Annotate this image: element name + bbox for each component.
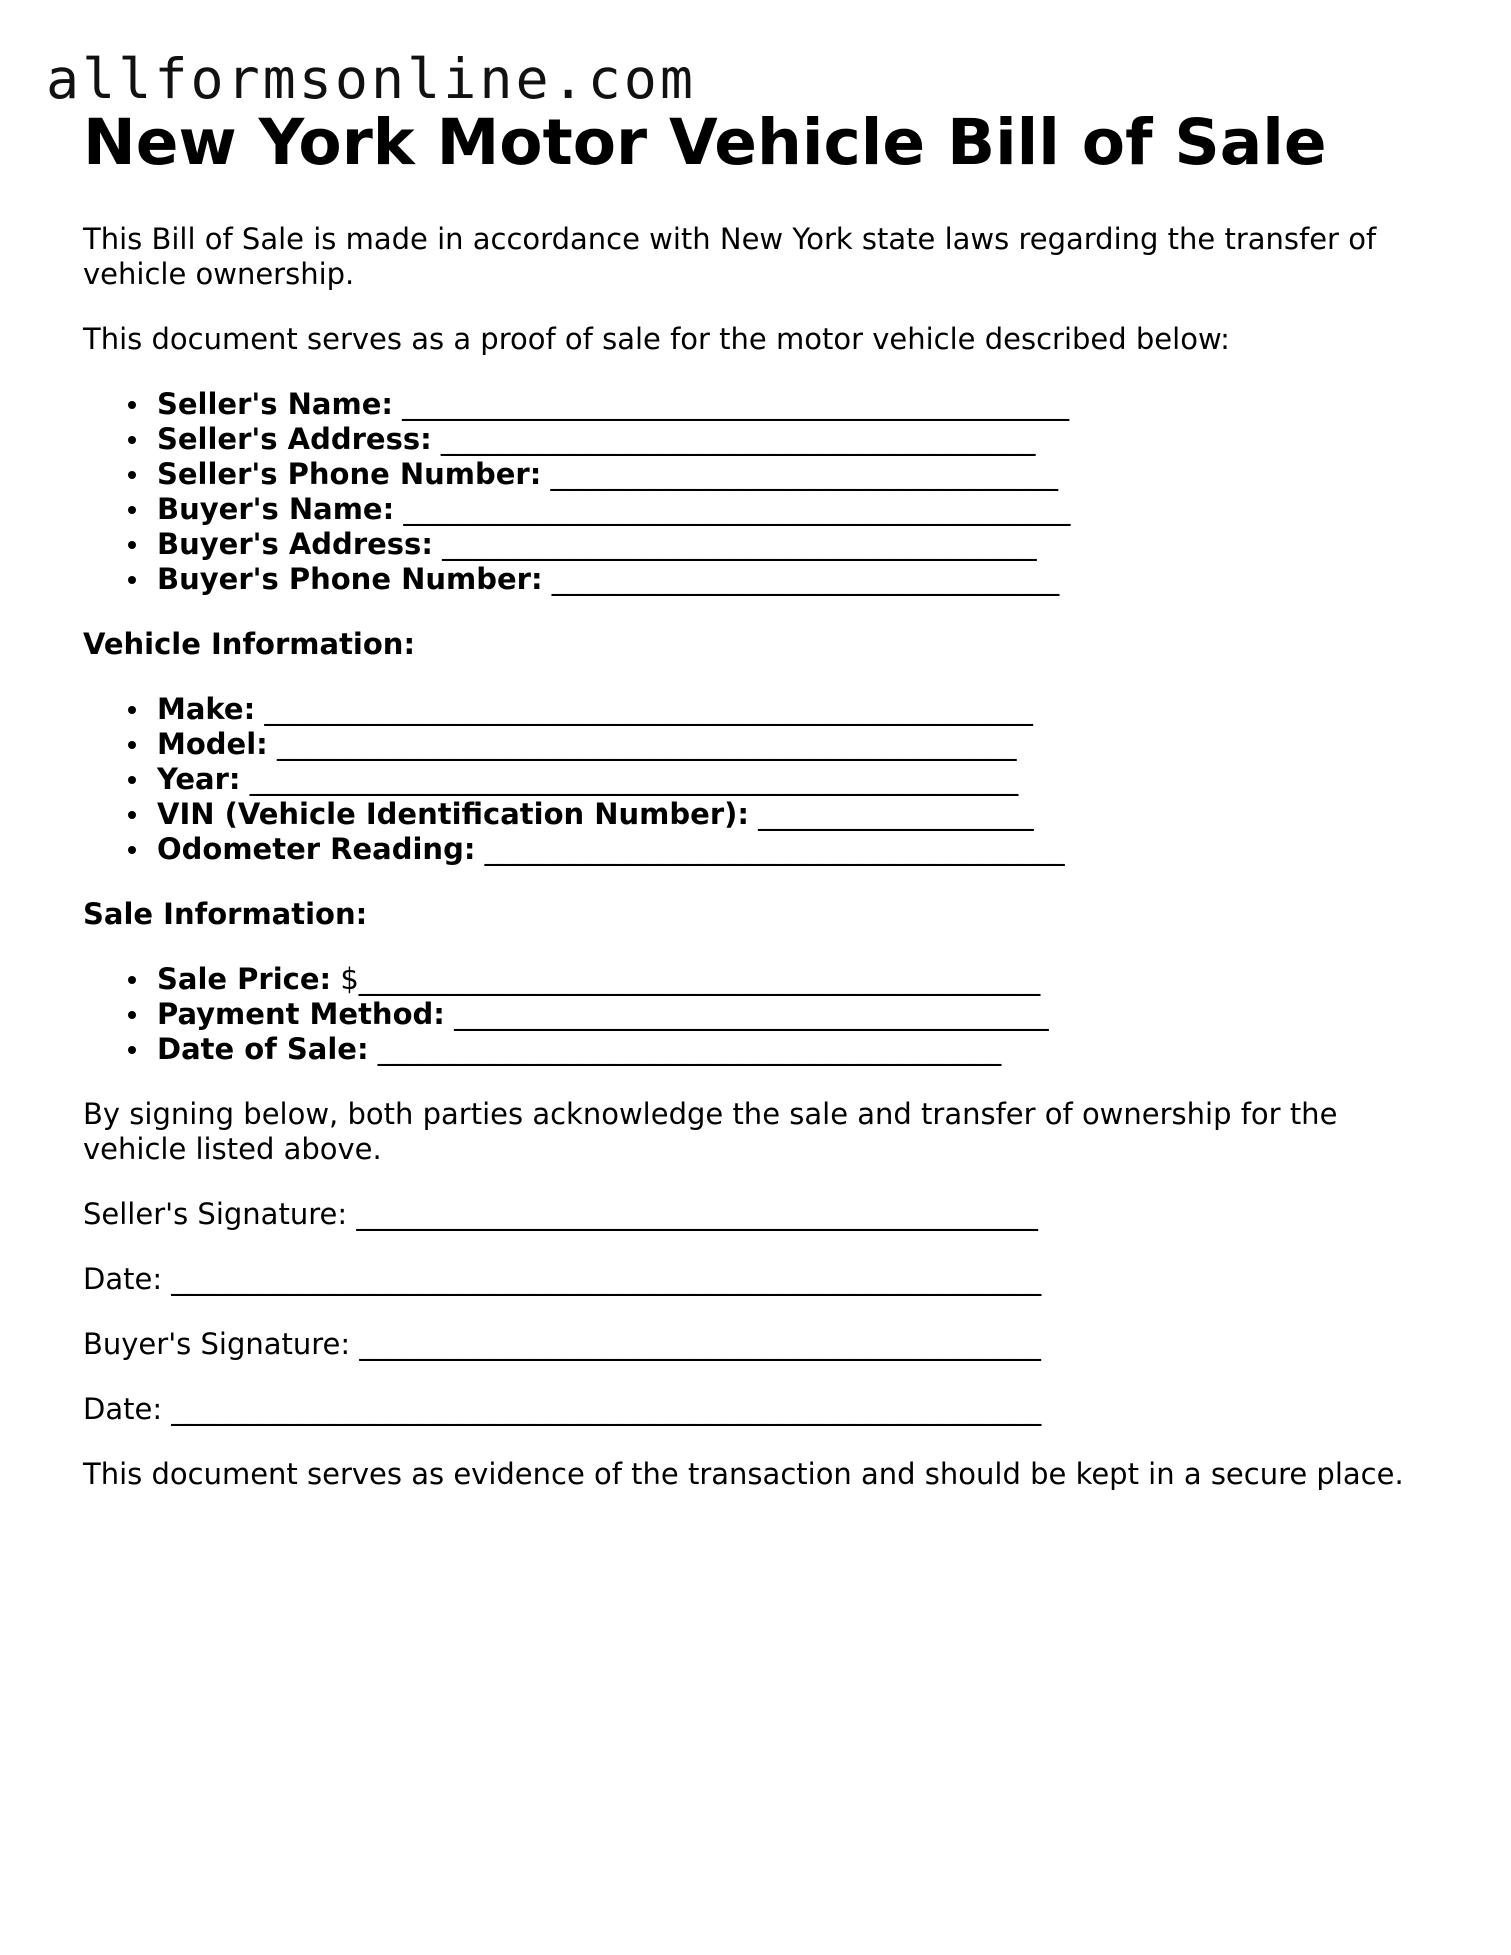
proof-of-sale-paragraph: This document serves as a proof of sale for the motor vehicle described below: (83, 322, 1230, 356)
buyer-date-line[interactable]: Date: ____________________________________________________________ (83, 1392, 1042, 1426)
field-blank: ______________________________________________ (392, 387, 1070, 421)
buyer-phone-field[interactable] (157, 562, 1453, 597)
field-blank: ___________________ (748, 797, 1034, 831)
field-blank: _________________________________________ (431, 422, 1036, 456)
sale-info-list (83, 962, 1453, 1067)
party-info-list (83, 387, 1453, 597)
acknowledgement-line: vehicle listed above. (83, 1132, 382, 1166)
field-label: Model: (157, 727, 268, 761)
field-label: Seller's Phone Number: (157, 457, 542, 491)
document-title: New York Motor Vehicle Bill of Sale (83, 106, 1327, 179)
seller-signature-line[interactable]: Seller's Signature: _______________________________________________ (83, 1197, 1038, 1231)
odometer-field[interactable] (157, 832, 1453, 867)
field-label: Payment Method: (157, 997, 445, 1031)
field-blank: ___________________________________________ (368, 1032, 1002, 1066)
vehicle-info-list (83, 692, 1453, 867)
field-blank: ________________________________________ (475, 832, 1065, 866)
acknowledgement-paragraph (83, 1097, 1453, 1167)
field-label: Odometer Reading: (157, 832, 476, 866)
field-blank: ___________________________________ (541, 457, 1059, 491)
buyer-address-field[interactable] (157, 527, 1453, 562)
field-blank: _________________________________________ (432, 527, 1037, 561)
field-blank: $_______________________________________________ (331, 962, 1041, 996)
buyer-name-field[interactable] (157, 492, 1453, 527)
payment-method-field[interactable] (157, 997, 1453, 1032)
field-blank: _________________________________________ (444, 997, 1049, 1031)
field-blank: _____________________________________________________ (240, 762, 1019, 796)
watermark-logo: allformsonline.com (46, 47, 697, 111)
field-label: Sale Price: (157, 962, 332, 996)
make-field[interactable] (157, 692, 1453, 727)
field-label: Seller's Name: (157, 387, 393, 421)
seller-date-line[interactable]: Date: ____________________________________________________________ (83, 1262, 1042, 1296)
field-label: Buyer's Name: (157, 492, 395, 526)
field-blank: ___________________________________ (542, 562, 1060, 596)
field-label: Year: (157, 762, 241, 796)
field-label: VIN (Vehicle Identification Number): (157, 797, 749, 831)
document-page (83, 108, 1453, 1492)
closing-note: This document serves as evidence of the transaction and should be kept in a secure place. (83, 1457, 1404, 1491)
field-label: Buyer's Phone Number: (157, 562, 543, 596)
field-blank: ___________________________________________________ (267, 727, 1017, 761)
field-label: Make: (157, 692, 256, 726)
intro-line: This Bill of Sale is made in accordance with New York state laws regarding the transfer of (83, 222, 1377, 256)
intro-line: vehicle ownership. (83, 257, 355, 291)
model-field[interactable] (157, 727, 1453, 762)
field-label: Seller's Address: (157, 422, 432, 456)
year-field[interactable] (157, 762, 1453, 797)
sale-info-heading: Sale Information: (83, 897, 368, 931)
vehicle-info-heading: Vehicle Information: (83, 627, 416, 661)
intro-paragraph (83, 222, 1453, 292)
field-blank: ______________________________________________ (394, 492, 1071, 526)
sale-price-field[interactable] (157, 962, 1453, 997)
seller-phone-field[interactable] (157, 457, 1453, 492)
buyer-signature-line[interactable]: Buyer's Signature: _______________________________________________ (83, 1327, 1041, 1361)
acknowledgement-line: By signing below, both parties acknowledge the sale and transfer of ownership for the (83, 1097, 1338, 1131)
field-label: Buyer's Address: (157, 527, 433, 561)
date-of-sale-field[interactable] (157, 1032, 1453, 1067)
vin-field[interactable] (157, 797, 1453, 832)
seller-address-field[interactable] (157, 422, 1453, 457)
field-blank: _____________________________________________________ (255, 692, 1033, 726)
seller-name-field[interactable] (157, 387, 1453, 422)
field-label: Date of Sale: (157, 1032, 369, 1066)
